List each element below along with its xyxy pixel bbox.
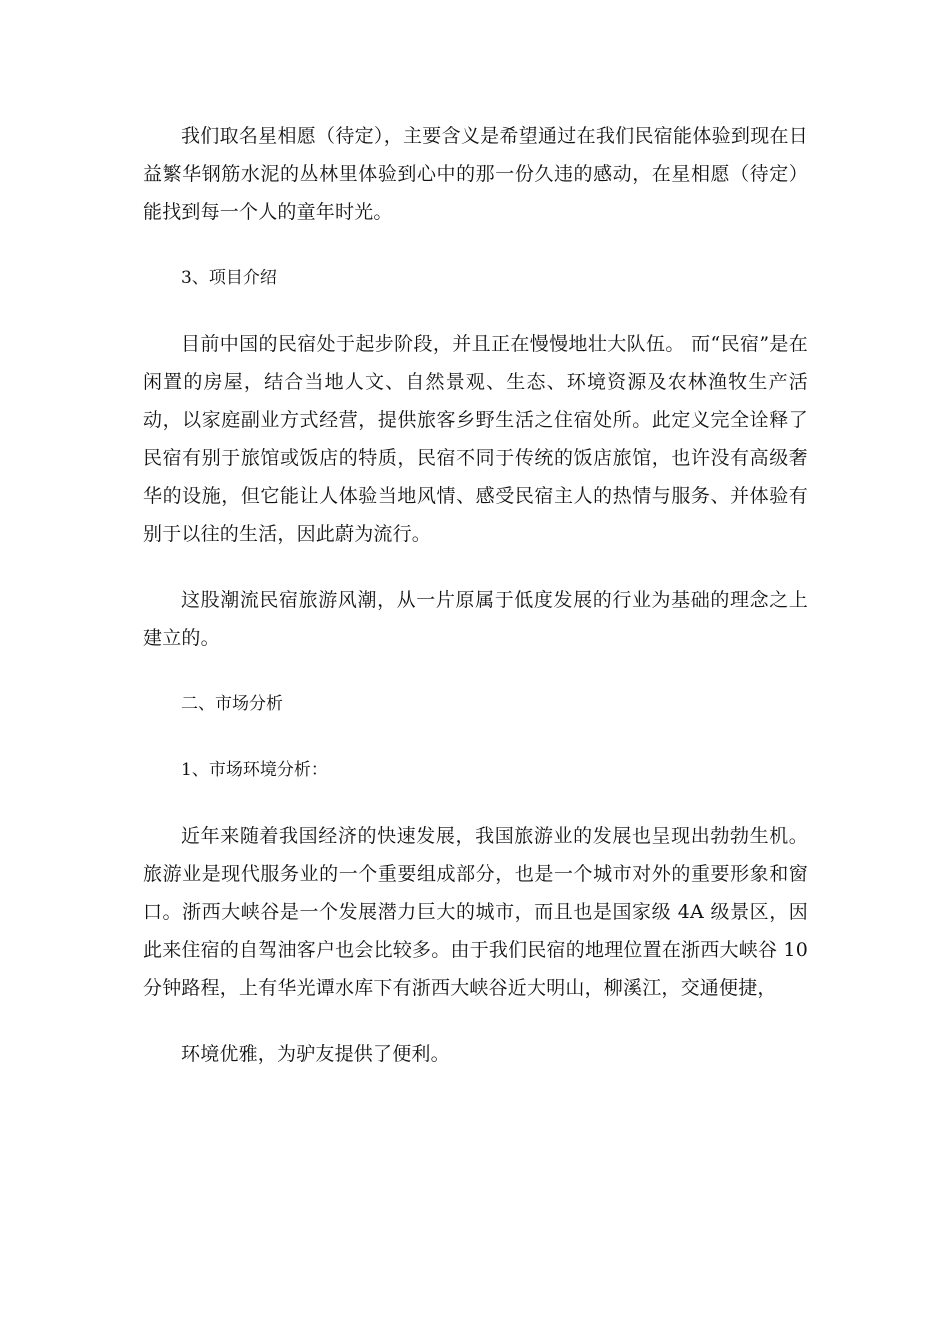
paragraph-name-meaning: 我们取名星相愿（待定），主要含义是希望通过在我们民宿能体验到现在日益繁华钢筋水泥的丛林里体验到心中的那一份久违的感动，在星相愿（待定）能找到每一个人的童年时光。: [143, 125, 808, 223]
heading-market-environment: 1、市场环境分析：: [181, 760, 328, 780]
paragraph-minsu-definition: 目前中国的民宿处于起步阶段，并且正在慢慢地壮大队伍。 而“民宿”是在闲置的房屋，结合当地人文、自然景观、生态、环境资源及农林渔牧生产活动，以家庭副业方式经营，提供旅客乡野生活之住宿处所。此定义完全诠释了民宿有别于旅馆或饭店的特质，民宿不同于传统的饭店旅馆，也许没有高级奢华的设施，但它能让人体验当地风情、感受民宿主人的热情与服务、并体验有别于以往的生活，因此蔚为流行。: [143, 333, 808, 545]
heading-market-analysis: 二、市场分析: [181, 694, 283, 714]
paragraph-market-environment: 近年来随着我国经济的快速发展，我国旅游业的发展也呈现出勃勃生机。旅游业是现代服务业的一个重要组成部分，也是一个城市对外的重要形象和窗口。浙西大峡谷是一个发展潜力巨大的城市，而且也是国家级 4A 级景区，因此来住宿的自驾油客户也会比较多。由于我们民宿的地理位置在浙西大峡谷 10 分钟路程，上有华光谭水库下有浙西大峡谷近大明山，柳溪江，交通便捷，: [143, 825, 808, 999]
paragraph-minsu-trend: 这股潮流民宿旅游风潮，从一片原属于低度发展的行业为基础的理念之上建立的。: [143, 589, 808, 649]
heading-project-intro: 3、项目介绍: [181, 268, 277, 288]
paragraph-environment-convenience: 环境优雅，为驴友提供了便利。: [181, 1043, 450, 1065]
document-body: [143, 117, 808, 1073]
